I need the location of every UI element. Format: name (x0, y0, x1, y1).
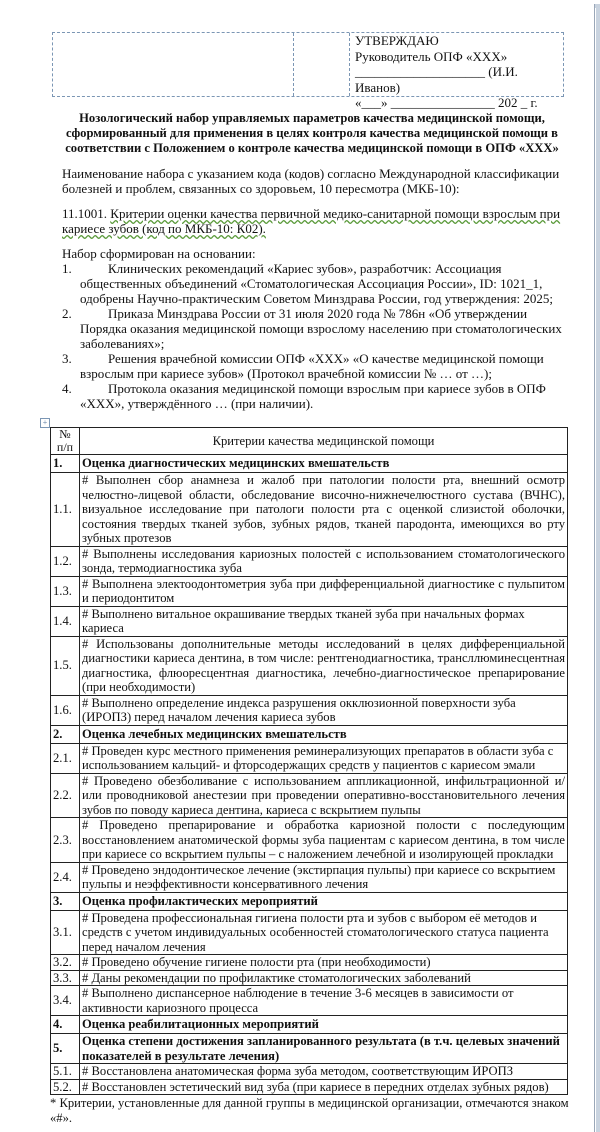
approval-line: «___» ________________ 202 _ г. (355, 95, 538, 110)
row-criterion: # Восстановлена анатомическая форма зуба методом, соответствующим ИРОПЗ (80, 1064, 568, 1080)
window-frame-right (596, 4, 600, 1132)
row-criterion: # Выполнено определение индекса разрушения окклюзионной поверхности зуба (ИРОПЗ) перед началом лечения кариеса зубов (80, 695, 568, 725)
code-text: Критерии оценки качества первичной медико-санитарной помощи взрослым при кариесе зубов (код по МКБ-10: К02). (62, 206, 561, 236)
row-number: 3.2. (51, 955, 80, 971)
row-number: 2.4. (51, 862, 80, 892)
section-row (51, 455, 568, 473)
row-number: 1.1. (51, 473, 80, 547)
row-number: 3. (51, 892, 80, 910)
section-row (51, 1016, 568, 1034)
row-number: 1.5. (51, 636, 80, 695)
table-body (51, 455, 568, 1095)
basis-text: Решения врачебной комиссии ОПФ «ХХХ» «О качестве медицинской помощи взрослым при кариесе зубов» (Протокол врачебной комиссии № … от …); (80, 351, 544, 381)
basis-number: 1. (62, 261, 72, 276)
footnote: * Критерии, установленные для данной группы в медицинской организации, отмечаются знаком «#». (50, 1096, 569, 1125)
row-criterion: Оценка лечебных медицинских вмешательств (80, 725, 568, 743)
approval-text (355, 33, 563, 111)
section-row (51, 1034, 568, 1064)
row-criterion: # Даны рекомендации по профилактике стоматологических заболеваний (80, 970, 568, 986)
row-number: 3.3. (51, 970, 80, 986)
basis-list (62, 246, 567, 411)
header-num: № п/п (51, 428, 80, 455)
table-row (51, 818, 568, 863)
cell-divider (349, 33, 350, 96)
row-criterion: # Проведен курс местного применения реминерализующих препаратов в области зуба с использованием кальций- и фторсодержащих средств у пациентов с кариесом эмали (80, 743, 568, 773)
table-row (51, 986, 568, 1016)
table-row (51, 576, 568, 606)
basis-text: Протокола оказания медицинской помощи взрослым при кариесе зубов в ОПФ «ХХХ», утверждённого … (при наличии). (80, 381, 546, 411)
table-row (51, 910, 568, 955)
row-number: 5.1. (51, 1064, 80, 1080)
row-number: 1.4. (51, 606, 80, 636)
basis-number: 3. (62, 351, 72, 366)
approval-line: Руководитель ОПФ «ХХХ» (355, 48, 508, 64)
row-criterion: Оценка диагностических медицинских вмешательств (80, 455, 568, 473)
table-header-row (51, 428, 568, 455)
criteria-table (50, 427, 568, 1095)
row-number: 2.2. (51, 773, 80, 818)
section-row (51, 892, 568, 910)
approval-line: ____________________ (И.И. Иванов) (355, 64, 518, 95)
code-paragraph (62, 206, 562, 236)
table-row (51, 473, 568, 547)
row-number: 1.3. (51, 576, 80, 606)
table-row (51, 1079, 568, 1095)
approval-block (52, 32, 564, 110)
row-criterion: # Выполнено диспансерное наблюдение в течение 3-6 месяцев в зависимости от активности кариозного процесса (80, 986, 568, 1016)
table-row (51, 970, 568, 986)
row-number: 2. (51, 725, 80, 743)
approval-line: УТВЕРЖДАЮ (355, 33, 439, 48)
table-row (51, 606, 568, 636)
row-criterion: # Выполнены исследования кариозных полостей с использованием стоматологического зонда, термодиагностика зуба (80, 546, 568, 576)
document-page (0, 4, 595, 1132)
row-number: 1.6. (51, 695, 80, 725)
basis-item (62, 351, 567, 381)
basis-number: 4. (62, 381, 72, 396)
cell-divider (293, 33, 294, 96)
row-criterion: # Проведено обезболивание с использованием аппликационной, инфильтрационной и/или проводниковой анестезии при проведении оперативно-восстановительного лечения зубов по поводу кариеса дентина, кариеса с вскрытием пульпы (80, 773, 568, 818)
row-criterion: # Выполнено витальное окрашивание твердых тканей зуба при начальных формах кариеса (80, 606, 568, 636)
row-criterion: # Восстановлен эстетический вид зуба (при кариесе в передних отделах зубных рядов) (80, 1079, 568, 1095)
row-criterion: # Выполнена электоодонтометрия зуба при дифференциальной диагностике с пульпитом и периодонтитом (80, 576, 568, 606)
row-criterion: # Проведено эндодонтическое лечение (экстирпация пульпы) при кариесе со вскрытием пульпы и неэффективности консервативного лечения (80, 862, 568, 892)
row-criterion: Оценка профилактических мероприятий (80, 892, 568, 910)
row-number: 2.1. (51, 743, 80, 773)
row-criterion: # Проведена профессиональная гигиена полости рта и зубов с выбором её методов и средств с учетом индивидуальных особенностей стоматологического статуса пациента перед началом лечения (80, 910, 568, 955)
basis-item (62, 306, 567, 351)
table-row (51, 862, 568, 892)
row-number: 3.1. (51, 910, 80, 955)
table-row (51, 955, 568, 971)
row-criterion: # Проведено обучение гигиене полости рта (при необходимости) (80, 955, 568, 971)
basis-text: Приказа Минздрава России от 31 июля 2020 года № 786н «Об утверждении Порядка оказания медицинской помощи взрослому населению при стоматологических заболеваниях»; (80, 306, 562, 351)
move-handle-icon[interactable]: + (40, 418, 50, 428)
table-row (51, 1064, 568, 1080)
basis-item (62, 381, 567, 411)
basis-text: Клинических рекомендаций «Кариес зубов», разработчик: Ассоциация общественных объединений «Стоматологическая Ассоциация России», ID: 1021_1, одобрены Научно-практическим Советом Минздрава России, год утверждения: 2025; (80, 261, 553, 306)
table-row (51, 636, 568, 695)
row-number: 5.2. (51, 1079, 80, 1095)
row-criterion: Оценка степени достижения запланированного результата (в т.ч. целевых значений показателей в результате лечения) (80, 1034, 568, 1064)
row-number: 1. (51, 455, 80, 473)
table-row (51, 695, 568, 725)
basis-item (62, 261, 567, 306)
row-criterion: # Использованы дополнительные методы исследований в целях дифференциальной диагностики кариеса дентина, в том числе: рентгенодиагностика, трансллюминесцентная диагностика, флюоресцентная диагностика, лечебно-диагностическое препарирование (при необходимости) (80, 636, 568, 695)
basis-number: 2. (62, 306, 72, 321)
header-criteria: Критерии качества медицинской помощи (80, 428, 568, 455)
table-row (51, 546, 568, 576)
row-number: 4. (51, 1016, 80, 1034)
table-row (51, 773, 568, 818)
section-row (51, 725, 568, 743)
document-title: Нозологический набор управляемых параметров качества медицинской помощи, сформированный для применения в целях контроля качества медицинской помощи в соответствии с Положением о контроле качества медицинской помощи в ОПФ «ХХХ» (65, 111, 559, 155)
basis-heading: Набор сформирован на основании: (62, 246, 256, 261)
basis-items (62, 261, 567, 411)
row-criterion: # Проведено препарирование и обработка кариозной полости с последующим восстановлением анатомической формы зуба пациентам с кариесом дентина, в том числе при кариесе со вскрытием пульпы – с наложением лечебной и изолирующей прокладки (80, 818, 568, 863)
code-prefix: 11.1001. (62, 206, 111, 221)
row-criterion: Оценка реабилитационных мероприятий (80, 1016, 568, 1034)
row-number: 5. (51, 1034, 80, 1064)
row-criterion: # Выполнен сбор анамнеза и жалоб при патологии полости рта, внешний осмотр челюстно-лицевой области, обследование височно-нижнечелюстного сустава (ВЧНС), визуальное исследование при патологи полости рта с оценкой слизистой оболочки, состояния твердых тканей зубов, зубных рядов, тканей пародонта, имеющихся во рту зубных протезов (80, 473, 568, 547)
intro-paragraph: Наименование набора с указанием кода (кодов) согласно Международной классификации болезней и проблем, связанных со здоровьем, 10 пересмотра (МКБ-10): (62, 166, 560, 196)
row-number: 3.4. (51, 986, 80, 1016)
table-row (51, 743, 568, 773)
row-number: 1.2. (51, 546, 80, 576)
criteria-table-wrapper (42, 418, 568, 1095)
row-number: 2.3. (51, 818, 80, 863)
